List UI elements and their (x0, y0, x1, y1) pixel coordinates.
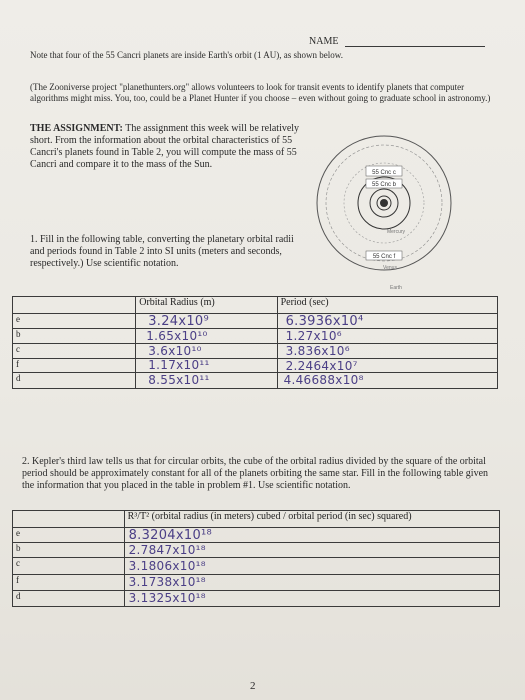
table-1-cell-period[interactable]: 2.2464x10⁷ (277, 359, 497, 373)
page-number: 2 (250, 680, 256, 692)
table-2-row-label: b (13, 543, 125, 558)
name-label: NAME (309, 36, 339, 47)
intro-note: Note that four of the 55 Cancri planets are inside Earth's orbit (1 AU), as shown below. (30, 50, 343, 60)
assignment-body: The assignment this week will be relatively short. From the information about the orbital characteristics of 55 Cancri's planets found in Table 2, you will compute the mass of 55 Cancri and compare it to the mass of the Sun. (30, 123, 300, 170)
table-2-cell-value[interactable]: 2.7847x10¹⁸ (124, 543, 499, 558)
table-2-row-label: d (13, 591, 125, 607)
question-1-text: 1. Fill in the following table, converting the planetary orbital radii and periods found in Table 2 into SI units (meters and seconds, respectively.) Use scientific notation. (30, 234, 294, 269)
star-55cnc (380, 199, 388, 207)
table-1-row-label: d (13, 373, 136, 389)
table-1-cell-period[interactable]: 1.27x10⁶ (277, 329, 497, 344)
table-1-cell-radius[interactable]: 1.17x10¹¹ (136, 359, 277, 373)
table-1-row-label: b (13, 329, 136, 344)
label-venus: Venus (383, 265, 397, 271)
table-1-cell-radius[interactable]: 3.6x10¹⁰ (136, 344, 277, 359)
table-2-corner (13, 511, 125, 528)
label-mercury: Mercury (386, 229, 406, 235)
table-2 (12, 510, 500, 607)
table-1-cell-period[interactable]: 3.836x10⁶ (277, 344, 497, 359)
orbit-diagram (300, 125, 515, 295)
table-1-row-label: e (13, 314, 136, 329)
table-1-header-period: Period (sec) (277, 297, 497, 314)
table-2-cell-value[interactable]: 3.1738x10¹⁸ (124, 575, 499, 591)
assignment-heading: THE ASSIGNMENT: (30, 123, 123, 134)
table-2-row-label: c (13, 558, 125, 575)
label-55cnc-c: 55 Cnc c (372, 170, 396, 176)
name-blank-line[interactable] (345, 46, 485, 47)
label-earth: Earth (390, 285, 402, 291)
table-2-cell-value[interactable]: 3.1806x10¹⁸ (124, 558, 499, 575)
table-2-cell-value[interactable]: 8.3204x10¹⁸ (124, 528, 499, 543)
table-1-row-label: c (13, 344, 136, 359)
table-2-cell-value[interactable]: 3.1325x10¹⁸ (124, 591, 499, 607)
table-1-header-radius: Orbital Radius (m) (136, 297, 277, 314)
table-2-row-label: f (13, 575, 125, 591)
label-55cnc-b: 55 Cnc b (371, 182, 397, 188)
assignment-paragraph (30, 123, 300, 171)
table-1 (12, 296, 498, 389)
label-55cnc-f: 55 Cnc f (372, 254, 396, 260)
table-1-corner (13, 297, 136, 314)
table-1-cell-radius[interactable]: 8.55x10¹¹ (136, 373, 277, 389)
table-2-row-label: e (13, 528, 125, 543)
table-1-cell-radius[interactable]: 1.65x10¹⁰ (136, 329, 277, 344)
table-1-cell-radius[interactable]: 3.24x10⁹ (136, 314, 277, 329)
table-1-cell-period[interactable]: 6.3936x10⁴ (277, 314, 497, 329)
zooniverse-paragraph: (The Zooniverse project "planethunters.org" allows volunteers to look for transit events to identify planets that computer algorithms might miss. You, too, could be a Planet Hunter if you choose – even without going to graduate school in astronomy.) (30, 82, 491, 103)
table-1-row-label: f (13, 359, 136, 373)
table-1-cell-period[interactable]: 4.46688x10⁸ (277, 373, 497, 389)
table-2-header: R³/T² (orbital radius (in meters) cubed / orbital period (in sec) squared) (124, 511, 499, 528)
question-2-text: 2. Kepler's third law tells us that for circular orbits, the cube of the orbital radius divided by the square of the orbital period should be approximately constant for all of the planets orbiting the same star. Fill in the following table given the information that you placed in the table in problem #1. Use scientific notation. (22, 456, 489, 491)
